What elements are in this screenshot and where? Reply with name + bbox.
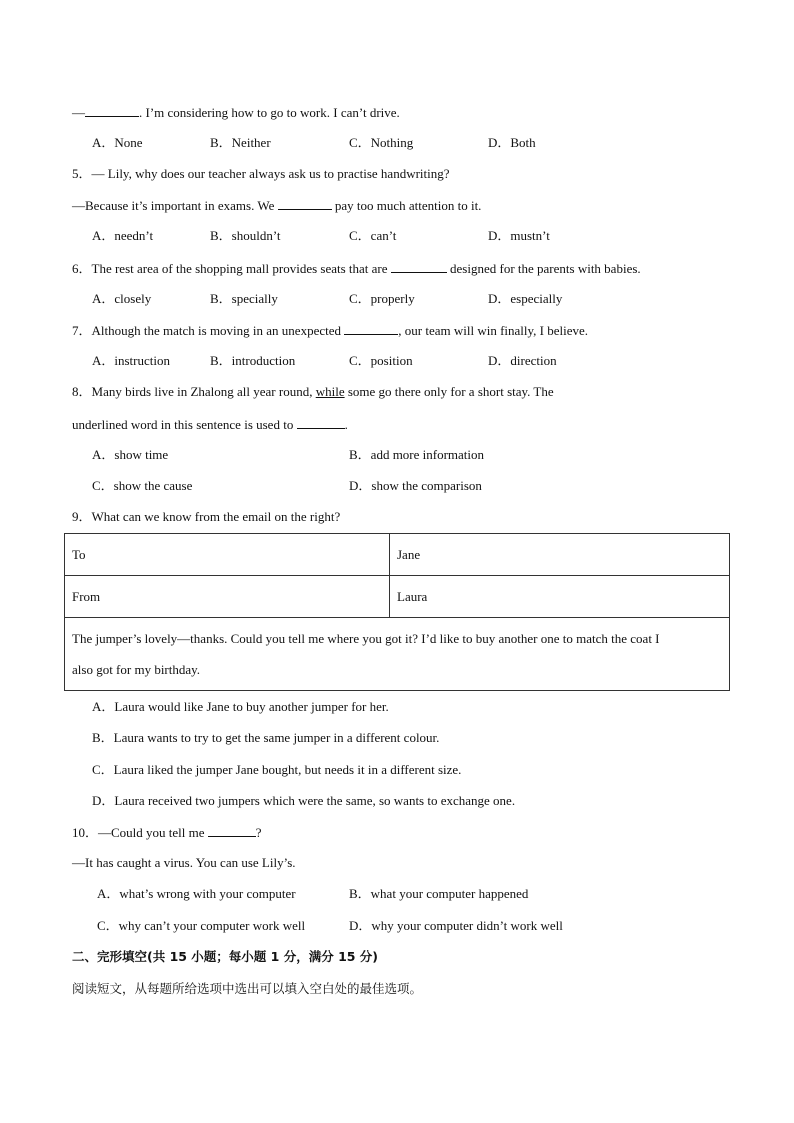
option-c[interactable]: C．Laura liked the jumper Jane bought, but needs it in a different size.	[92, 762, 462, 777]
option-c[interactable]: C．show the cause	[92, 478, 193, 493]
option-b[interactable]: B．Neither	[210, 135, 271, 150]
question-number: 8．	[72, 384, 92, 399]
email-body	[65, 618, 730, 691]
question-number: 10．	[72, 825, 99, 840]
option-b[interactable]: B．shouldn’t	[210, 228, 281, 243]
email-from-value: Laura	[390, 576, 730, 618]
email-body-line: The jumper’s lovely—thanks. Could you tell me where you got it? I’d like to buy another one to match the coat I	[72, 631, 660, 646]
option-d[interactable]: D．direction	[488, 353, 557, 368]
option-a[interactable]: A．None	[92, 135, 143, 150]
option-a[interactable]: A．closely	[92, 291, 152, 306]
question-5-stem	[72, 166, 450, 182]
option-a[interactable]: A．show time	[92, 447, 169, 462]
section-instruction: 阅读短文，从每题所给选项中选出可以填入空白处的最佳选项。	[72, 981, 423, 996]
email-table	[64, 533, 730, 691]
email-body-row	[65, 618, 730, 691]
option-d[interactable]: D．Both	[488, 135, 536, 150]
option-d[interactable]: D．Laura received two jumpers which were the same, so wants to exchange one.	[92, 793, 516, 808]
option-a[interactable]: A．instruction	[92, 353, 170, 368]
answer-blank	[85, 104, 139, 117]
question-number: 7．	[72, 323, 92, 338]
email-to-value: Jane	[390, 534, 730, 576]
email-body-line: also got for my birthday.	[72, 662, 201, 677]
email-from-label: From	[65, 576, 390, 618]
option-c[interactable]: C．Nothing	[349, 135, 414, 150]
option-a[interactable]: A．needn’t	[92, 228, 154, 243]
option-b[interactable]: B．specially	[210, 291, 278, 306]
email-to-label: To	[65, 534, 390, 576]
option-d[interactable]: D．why your computer didn’t work well	[349, 918, 563, 933]
question-text: — Lily, why does our teacher always ask us to practise handwriting?	[91, 166, 450, 181]
dash: —	[72, 105, 85, 120]
question-6-stem: 6．The rest area of the shopping mall provides seats that are designed for the parents with babies.	[72, 261, 641, 276]
option-b[interactable]: B．introduction	[210, 353, 296, 368]
question-7-stem: 7．Although the match is moving in an unexpected , our team will win finally, I believe.	[72, 323, 589, 338]
email-from-row	[65, 576, 730, 618]
question-9-stem	[72, 509, 340, 525]
option-b[interactable]: B．Laura wants to try to get the same jumper in a different colour.	[92, 730, 440, 745]
option-d[interactable]: D．mustn’t	[488, 228, 550, 243]
question-text: What can we know from the email on the right?	[91, 509, 341, 524]
question-8-line2: underlined word in this sentence is used to .	[72, 417, 348, 432]
question-10-stem: 10．—Could you tell me ?	[72, 825, 262, 840]
question-number: 5．	[72, 166, 92, 181]
underlined-word: while	[315, 384, 345, 399]
question-4-stem	[72, 104, 400, 121]
option-a[interactable]: A．Laura would like Jane to buy another jumper for her.	[92, 699, 389, 714]
answer-blank	[391, 260, 447, 273]
option-b[interactable]: B．what your computer happened	[349, 886, 529, 901]
option-c[interactable]: C．position	[349, 353, 413, 368]
question-number: 9．	[72, 509, 92, 524]
option-b[interactable]: B．add more information	[349, 447, 485, 462]
option-c[interactable]: C．properly	[349, 291, 415, 306]
answer-blank	[278, 197, 332, 210]
option-a[interactable]: A．what’s wrong with your computer	[97, 886, 296, 901]
answer-blank	[208, 824, 256, 837]
question-number: 6．	[72, 261, 92, 276]
option-d[interactable]: D．show the comparison	[349, 478, 482, 493]
question-text: . I’m considering how to go to work. I can’t drive.	[139, 105, 400, 120]
option-c[interactable]: C．can’t	[349, 228, 397, 243]
answer-blank	[297, 416, 345, 429]
option-d[interactable]: D．especially	[488, 291, 563, 306]
section-heading: 二、完形填空(共 15 小题；每小题 1 分，满分 15 分)	[72, 949, 379, 964]
question-5-reply: —Because it’s important in exams. We pay too much attention to it.	[72, 198, 482, 213]
question-8-stem: 8．Many birds live in Zhalong all year round, while some go there only for a short stay. The	[72, 384, 554, 399]
option-c[interactable]: C．why can’t your computer work well	[97, 918, 306, 933]
answer-blank	[344, 322, 398, 335]
question-10-reply: —It has caught a virus. You can use Lily’s.	[72, 855, 296, 870]
email-to-row	[65, 534, 730, 576]
